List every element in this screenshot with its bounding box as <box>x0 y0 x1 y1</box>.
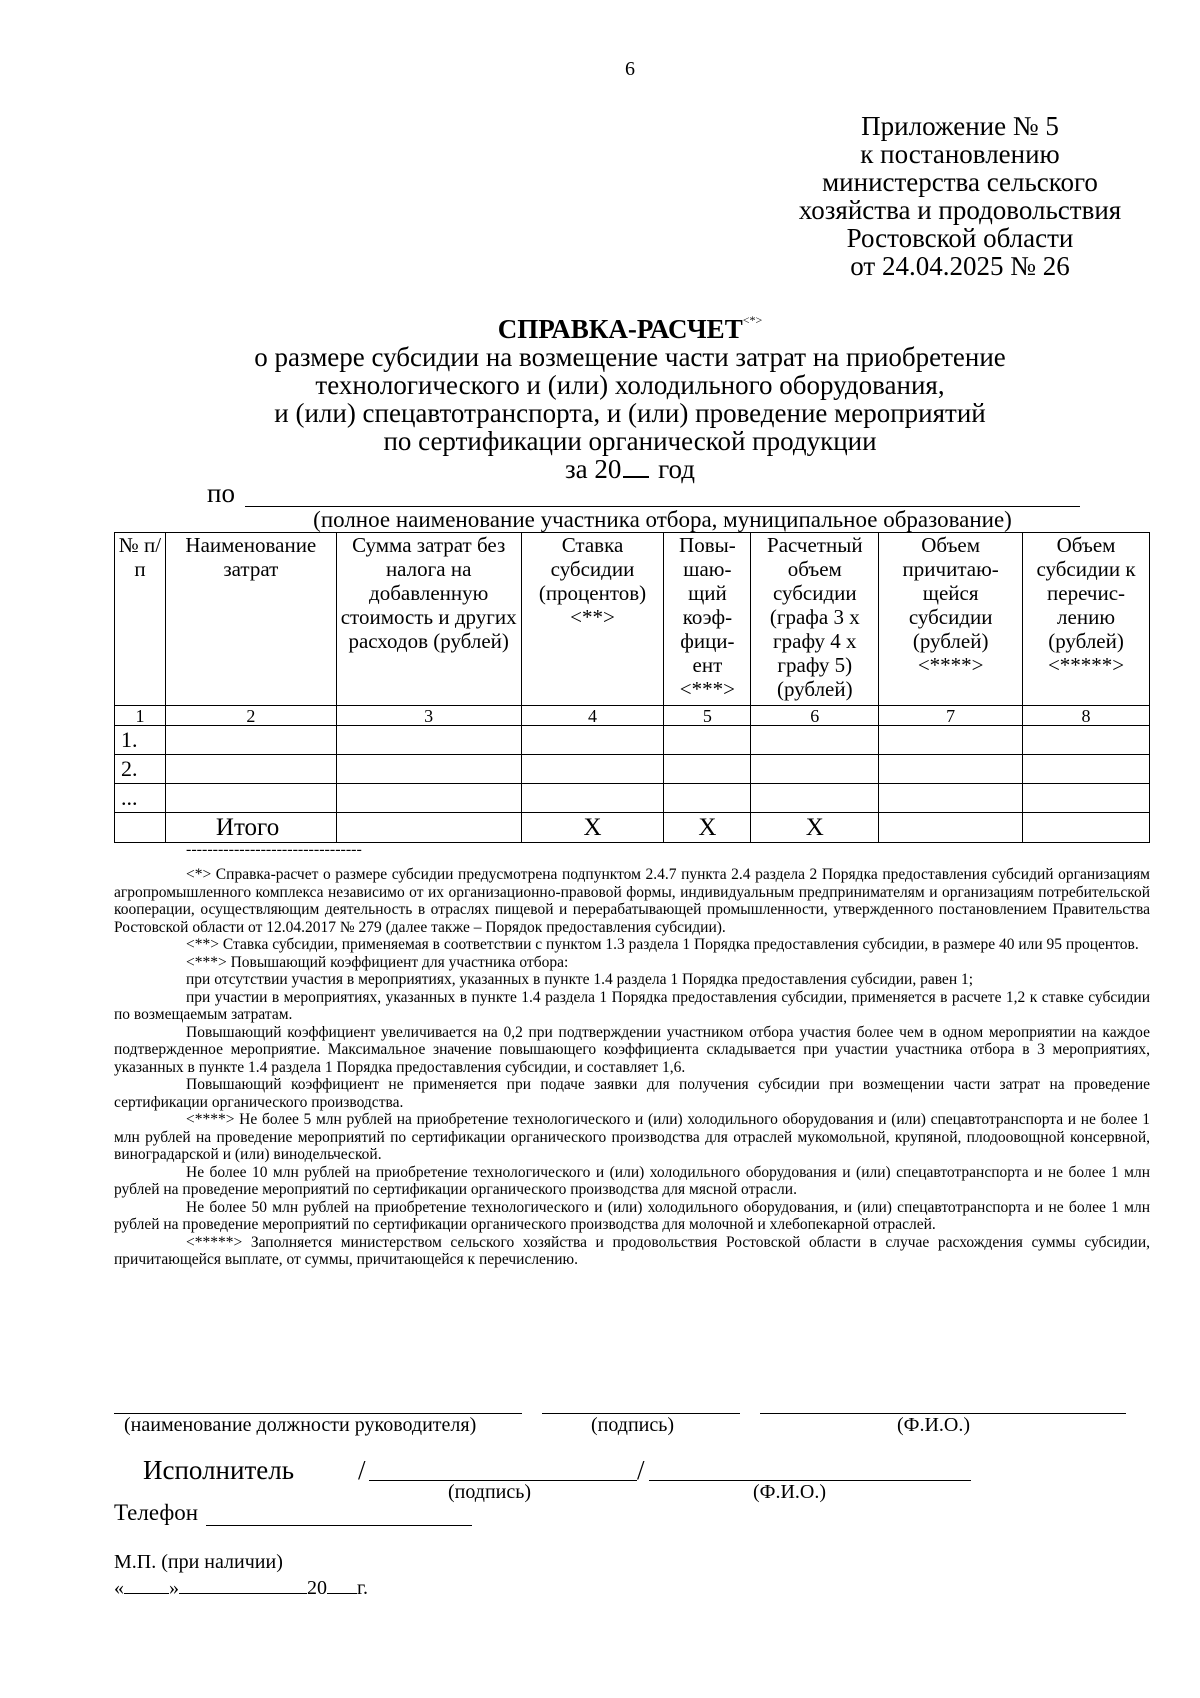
date-year-field[interactable] <box>327 1575 357 1594</box>
title-line: о размере субсидии на возмещение части затрат на приобретение <box>254 342 1006 372</box>
table-cell[interactable] <box>336 784 521 813</box>
footnote: <*> Справка-расчет о размере субсидии предусмотрена подпунктом 2.4.7 пункта 2.4 раздела 2 Порядка предоставления субсидий организациям агропромышленного комплекса независимо от их организационно-правовой формы, индивидуальным предпринимателям и организациям потребительской кооперации, осуществляющим деятельность в отраслях пищевой и перерабатывающей промышленности, утвержденного постановлением Правительства Ростовской области от 12.04.2017 № 279 (далее также – Порядок предоставления субсидии). <box>114 866 1150 936</box>
title-main <box>100 306 1160 343</box>
total-label: Итого <box>165 813 336 843</box>
table-header-row <box>115 533 1150 706</box>
total-cell[interactable] <box>1023 813 1150 843</box>
date-year-suffix: г. <box>357 1577 368 1599</box>
table-cell[interactable] <box>165 755 336 784</box>
table-cell[interactable] <box>664 784 751 813</box>
title-footnote-mark: <*> <box>742 313 763 327</box>
footnote: Повышающий коэффициент не применяется при подаче заявки для получения субсидии при возмещении части затрат на проведение сертификации органического производства. <box>114 1076 1150 1111</box>
total-row <box>115 813 1150 843</box>
footnote: Не более 10 млн рублей на приобретение технологического и (или) холодильного оборудования и (или) спецавтотранспорта и не более 1 млн рублей на проведение мероприятий по сертификации органического производства для мясной отрасли. <box>114 1163 1150 1198</box>
participant-label: по <box>207 478 235 508</box>
slash-separator: / <box>637 1455 645 1485</box>
table-cell[interactable] <box>664 755 751 784</box>
date-close-quote: » <box>169 1577 179 1599</box>
table-cell[interactable] <box>751 726 879 755</box>
table-cell[interactable] <box>336 755 521 784</box>
header-cell: Сумма затрат без налога на добавленную стоимость и других расходов (рублей) <box>336 533 521 706</box>
footnote: Повышающий коэффициент увеличивается на 0,2 при подтверждении участником отбора участия более чем в одном мероприятии на каждое подтвержденное мероприятие. Максимальное значение повышающего коэффициента складывается при участии участника отбора в 3 мероприятиях, указанных в пункте 1.4 раздела 1 Порядка предоставления субсидии, и составляет 1,6. <box>114 1023 1150 1076</box>
table-cell[interactable] <box>336 726 521 755</box>
stamp-label: М.П. (при наличии) <box>114 1551 283 1573</box>
header-cell: № п/п <box>115 533 166 706</box>
footnote: <**> Ставка субсидии, применяемая в соответствии с пунктом 1.3 раздела 1 Порядка предоставления субсидии, в размере 40 или 95 процентов. <box>186 936 1139 953</box>
header-cell: Объем причитаю- щейся субсидии (рублей) <****> <box>879 533 1023 706</box>
table-cell[interactable] <box>1023 755 1150 784</box>
header-cell: Ставка субсидии (процентов) <**> <box>521 533 664 706</box>
period-suffix: год <box>658 454 696 484</box>
total-cell[interactable] <box>879 813 1023 843</box>
slash-separator: / <box>358 1455 366 1485</box>
table-cell[interactable] <box>521 726 664 755</box>
footnotes <box>114 866 1150 1269</box>
total-x-mark: Х <box>521 813 664 843</box>
table-cell <box>115 813 166 843</box>
table-cell[interactable] <box>879 726 1023 755</box>
appendix-line: от 24.04.2025 № 26 <box>850 251 1070 281</box>
document-title <box>100 306 1160 483</box>
table-cell[interactable] <box>521 784 664 813</box>
column-number: 8 <box>1023 706 1150 726</box>
footnote: Не более 50 млн рублей на приобретение технологического и (или) холодильного оборудования, и (или) спецавтотранспорта и не более 1 млн рублей на проведение мероприятий по сертификации органического производства для молочной и хлебопекарной отраслей. <box>114 1198 1150 1233</box>
appendix-line: Ростовской области <box>846 223 1074 253</box>
header-cell: Повы- шаю- щий коэф- фици- ент <***> <box>664 533 751 706</box>
phone-field[interactable] <box>206 1525 472 1526</box>
period-prefix: за 20 <box>564 454 622 484</box>
title-period <box>100 455 1160 483</box>
footnote: <***> Повышающий коэффициент для участника отбора: <box>186 953 569 971</box>
table-cell[interactable] <box>879 755 1023 784</box>
appendix-line: хозяйства и продовольствия <box>798 195 1122 225</box>
table-cell[interactable] <box>664 726 751 755</box>
table-row <box>115 755 1150 784</box>
column-number: 2 <box>165 706 336 726</box>
date-month-field[interactable] <box>179 1575 307 1594</box>
table-cell[interactable] <box>165 726 336 755</box>
column-number-row <box>115 706 1150 726</box>
column-number: 5 <box>664 706 751 726</box>
table-cell[interactable] <box>751 784 879 813</box>
executor-name-caption: (Ф.И.О.) <box>753 1481 827 1503</box>
table-cell[interactable] <box>751 755 879 784</box>
title-line: технологического и (или) холодильного оборудования, <box>315 370 945 400</box>
header-cell: Наименование затрат <box>165 533 336 706</box>
table-cell[interactable] <box>879 784 1023 813</box>
column-number: 7 <box>879 706 1023 726</box>
executor-label: Исполнитель <box>143 1455 295 1485</box>
phone-label: Телефон <box>114 1500 199 1525</box>
date-open-quote: « <box>114 1577 124 1599</box>
signature-caption: (подпись) <box>591 1414 675 1436</box>
header-cell: Объем субсидии к перечис- лению (рублей) <*****> <box>1023 533 1150 706</box>
date-year-prefix: 20 <box>307 1577 327 1599</box>
title-main-text: СПРАВКА-РАСЧЕТ <box>497 314 743 344</box>
total-cell[interactable] <box>336 813 521 843</box>
appendix-line: министерства сельского <box>822 167 1098 197</box>
column-number: 1 <box>115 706 166 726</box>
row-number: 1. <box>115 726 166 755</box>
table-cell[interactable] <box>1023 784 1150 813</box>
footnote: при участии в мероприятиях, указанных в пункте 1.4 раздела 1 Порядка предоставления субсидии, применяется в расчете 1,2 к ставке субсидии по возмещаемым затратам. <box>114 988 1150 1023</box>
total-x-mark: Х <box>751 813 879 843</box>
appendix-line: к постановлению <box>860 139 1060 169</box>
date-day-field[interactable] <box>124 1575 169 1594</box>
table-cell[interactable] <box>521 755 664 784</box>
total-x-mark: Х <box>664 813 751 843</box>
year-blank[interactable] <box>623 458 649 478</box>
table-cell[interactable] <box>165 784 336 813</box>
footnote: при отсутствии участия в мероприятиях, указанных в пункте 1.4 раздела 1 Порядка предоставления субсидии, равен 1; <box>186 971 974 988</box>
column-number: 4 <box>521 706 664 726</box>
participant-caption: (полное наименование участника отбора, муниципальное образование) <box>313 507 1012 532</box>
table-cell[interactable] <box>1023 726 1150 755</box>
calculation-table <box>114 532 1150 843</box>
title-line: по сертификации органической продукции <box>383 426 877 456</box>
column-number: 6 <box>751 706 879 726</box>
position-caption: (наименование должности руководителя) <box>124 1414 477 1436</box>
footnote: <****> Не более 5 млн рублей на приобретение технологического и (или) холодильного оборудования и (или) спецавтотранспорта и не более 1 млн рублей на проведение мероприятий по сертификации органического производства для отраслей мукомольной, крупяной, плодоовощной консервной, виноградарской и (или) винодельческой. <box>114 1111 1150 1163</box>
appendix-block <box>760 112 1160 280</box>
footnote: <*****> Заполняется министерством сельского хозяйства и продовольствия Ростовской области в случае расхождения суммы субсидии, причитающейся выплате, от суммы, причитающейся к перечислению. <box>114 1233 1150 1268</box>
title-line: и (или) спецавтотранспорта, и (или) проведение мероприятий <box>274 398 986 428</box>
header-cell: Расчетный объем субсидии (графа 3 х графу 4 х графу 5) (рублей) <box>751 533 879 706</box>
footnote-separator: --------------------------------- <box>186 841 362 858</box>
executor-signature-caption: (подпись) <box>448 1481 532 1503</box>
table-row <box>115 726 1150 755</box>
row-number: 2. <box>115 755 166 784</box>
appendix-line: Приложение № 5 <box>861 111 1059 141</box>
date-row <box>114 1575 368 1600</box>
name-caption: (Ф.И.О.) <box>897 1414 971 1436</box>
page-number: 6 <box>625 58 635 80</box>
column-number: 3 <box>336 706 521 726</box>
row-number: ... <box>115 784 166 813</box>
table-row <box>115 784 1150 813</box>
